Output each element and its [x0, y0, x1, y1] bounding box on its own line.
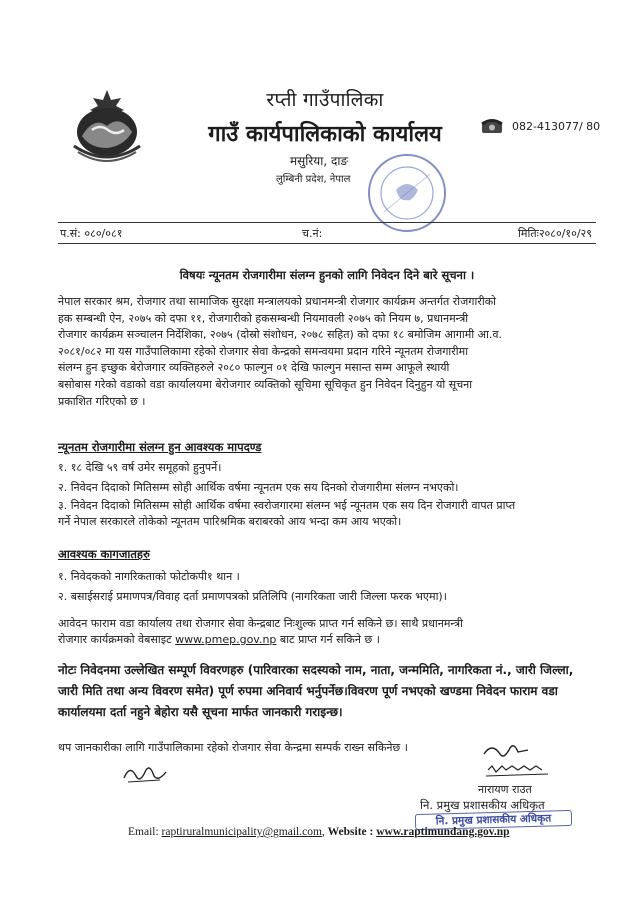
requirement-item: २. निवेदन दिदाको मितिसम्म सोही आर्थिक वर्षमा न्यूनतम एक सय दिनको रोजगारीमा संलग्न नभएको। [58, 481, 459, 494]
email-label: Email: [128, 826, 162, 838]
body-paragraph [58, 294, 598, 410]
document-item: १. निवेदकको नागरिकताको फोटोकपी१ थान । [58, 570, 240, 583]
pmep-website-link[interactable]: www.pmep.gov.np [175, 633, 277, 646]
document-item: २. बसाईसराई प्रमाणपत्र/विवाह दर्ता प्रमाणपत्रको प्रतिलिपि (नागरिकता जारी जिल्ला फरक भएमा)। [58, 590, 447, 603]
designation-stamp: नि. प्रमुख प्रशासकीय अधिकृत [415, 810, 572, 830]
body-line: प्रकाशित गरिएको छ । [58, 394, 146, 408]
note-line: कार्यालयमा दर्ता नहुने बेहोरा यसै सूचना मार्फत जानकारी गराइन्छ। [58, 705, 343, 719]
municipality-name: रप्ती गाउँपालिका [266, 89, 384, 111]
email-link[interactable]: raptiruralmunicipality@gmail.com [161, 826, 322, 838]
letter-number: प.सं: ०८०/०८१ [60, 227, 123, 240]
signatory-title: नि. प्रमुख प्रशासकीय अधिकृत [420, 798, 545, 812]
body-line: बसोबास गरेको वडाको वडा कार्यालयमा बेरोजगार व्यक्तिको सूचिमा सूचिकृत हुन निवेदन दिनुहुन यो सूचना [58, 377, 473, 391]
address-line-2: लुम्बिनी प्रदेश, नेपाल [276, 174, 351, 185]
note-line: जारी मिति तथा अन्य विवरण समेत) पूर्ण रुपमा अनिवार्य भर्नुपर्नेछ।विवरण पूर्ण नभएको खण्डमा निवेदन फाराम वडा [58, 684, 558, 698]
body-line: नेपाल सरकार श्रम, रोजगार तथा सामाजिक सुरक्षा मन्त्रालयको प्रधानमन्त्री रोजगार कार्यक्रम अन्तर्गत रोजगारीको [58, 295, 496, 308]
closing-text: थप जानकारीका लागि गाउँपालिकामा रहेको रोजगार सेवा केन्द्रमा सम्पर्क राख्न सकिनेछ । [58, 741, 408, 754]
application-line: रोजगार कार्यक्रमको वेबसाइट www.pmep.gov.np बाट प्राप्त गर्न सकिने छ । [58, 633, 380, 646]
footer-contact: Email: raptiruralmunicipality@gmail.com, Website : www.raptimundang.gov.np [128, 826, 510, 838]
body-line: २०८१/०८२ मा यस गाउँपालिकामा रहेको रोजगार सेवा केन्द्रको समन्वयमा प्रदान गरिने न्यूनतम रोजगारीमा [58, 344, 469, 358]
body-line: संलग्न हुन इच्छुक बेरोजगार व्यक्तिहरुले २०८० फाल्गुन ०१ देखि फाल्गुन मसान्त सम्म आफूले स्थायी [58, 361, 450, 375]
notice-subject: विषयः न्यूनतम रोजगारीमा संलग्न हुनको लागि निवेदन दिने बारे सूचना । [179, 268, 475, 282]
dispatch-number: च.नं: [302, 227, 323, 240]
officer-signature [478, 740, 558, 780]
office-name: गाउँ कार्यपालिकाको कार्यालय [208, 122, 442, 147]
telephone-icon [480, 116, 504, 134]
requirement-item [58, 498, 598, 530]
requirement-line: गर्ने नेपाल सरकारले तोकेको न्यूनतम पारिश्रमिक बराबरको आय भन्दा कम आय भएको। [58, 515, 402, 528]
letter-date: मितिः२०८०/१०/२९ [518, 227, 592, 240]
initials-signature [120, 762, 170, 786]
documents-heading: आवश्यक कागजातहरु [58, 547, 150, 561]
body-line: हक सम्बन्धी ऐन, २०७५ को दफा ११, रोजगारीको हकसम्बन्धी नियमावली २०७५ को नियम ७, प्रधानमन्त्री [58, 311, 469, 325]
phone-number: 082-413077/ 80 [512, 120, 601, 133]
application-note [58, 616, 598, 648]
application-line: आवेदन फाराम वडा कार्यालय तथा रोजगार सेवा केन्द्रबाट निःशुल्क प्राप्त गर्न सकिने छ। साथै प्रधानमन्त्री [58, 617, 463, 630]
reference-bar [58, 222, 596, 244]
website-link[interactable]: www.raptimundang.gov.np [376, 826, 510, 838]
important-note [58, 660, 598, 723]
nepal-emblem-icon [64, 86, 150, 164]
requirements-heading: न्यूनतम रोजगारीमा संलग्न हुन आवश्यक मापदण्ड [58, 440, 262, 454]
signatory-name: नारायण राउत [478, 783, 532, 796]
address-line-1: मसुरिया, दाङ [290, 154, 349, 168]
body-line: रोजगार कार्यक्रम सञ्चालन निर्देशिका, २०७५ (दोस्रो संशोधन, २०७८ सहित) को दफा १८ बमोजिम आगामी आ.व. [58, 328, 503, 342]
note-line: नोटः निवेदनमा उल्लेखित सम्पूर्ण विवरणहरु (पारिवारका सदस्यको नाम, नाता, जन्ममिति, नागरिकता नं., जारी जिल्ला, [58, 663, 574, 677]
requirement-line: ३. निवेदन दिदाको मितिसम्म सोही आर्थिक वर्षमा स्वरोजगारमा संलग्न भई न्यूनतम एक सय दिन रोजगारी वापत प्राप्त [58, 499, 516, 512]
requirement-item: १. १८ देखि ५९ वर्ष उमेर समूहको हुनुपर्ने। [58, 461, 222, 474]
website-label: Website : [327, 826, 377, 838]
